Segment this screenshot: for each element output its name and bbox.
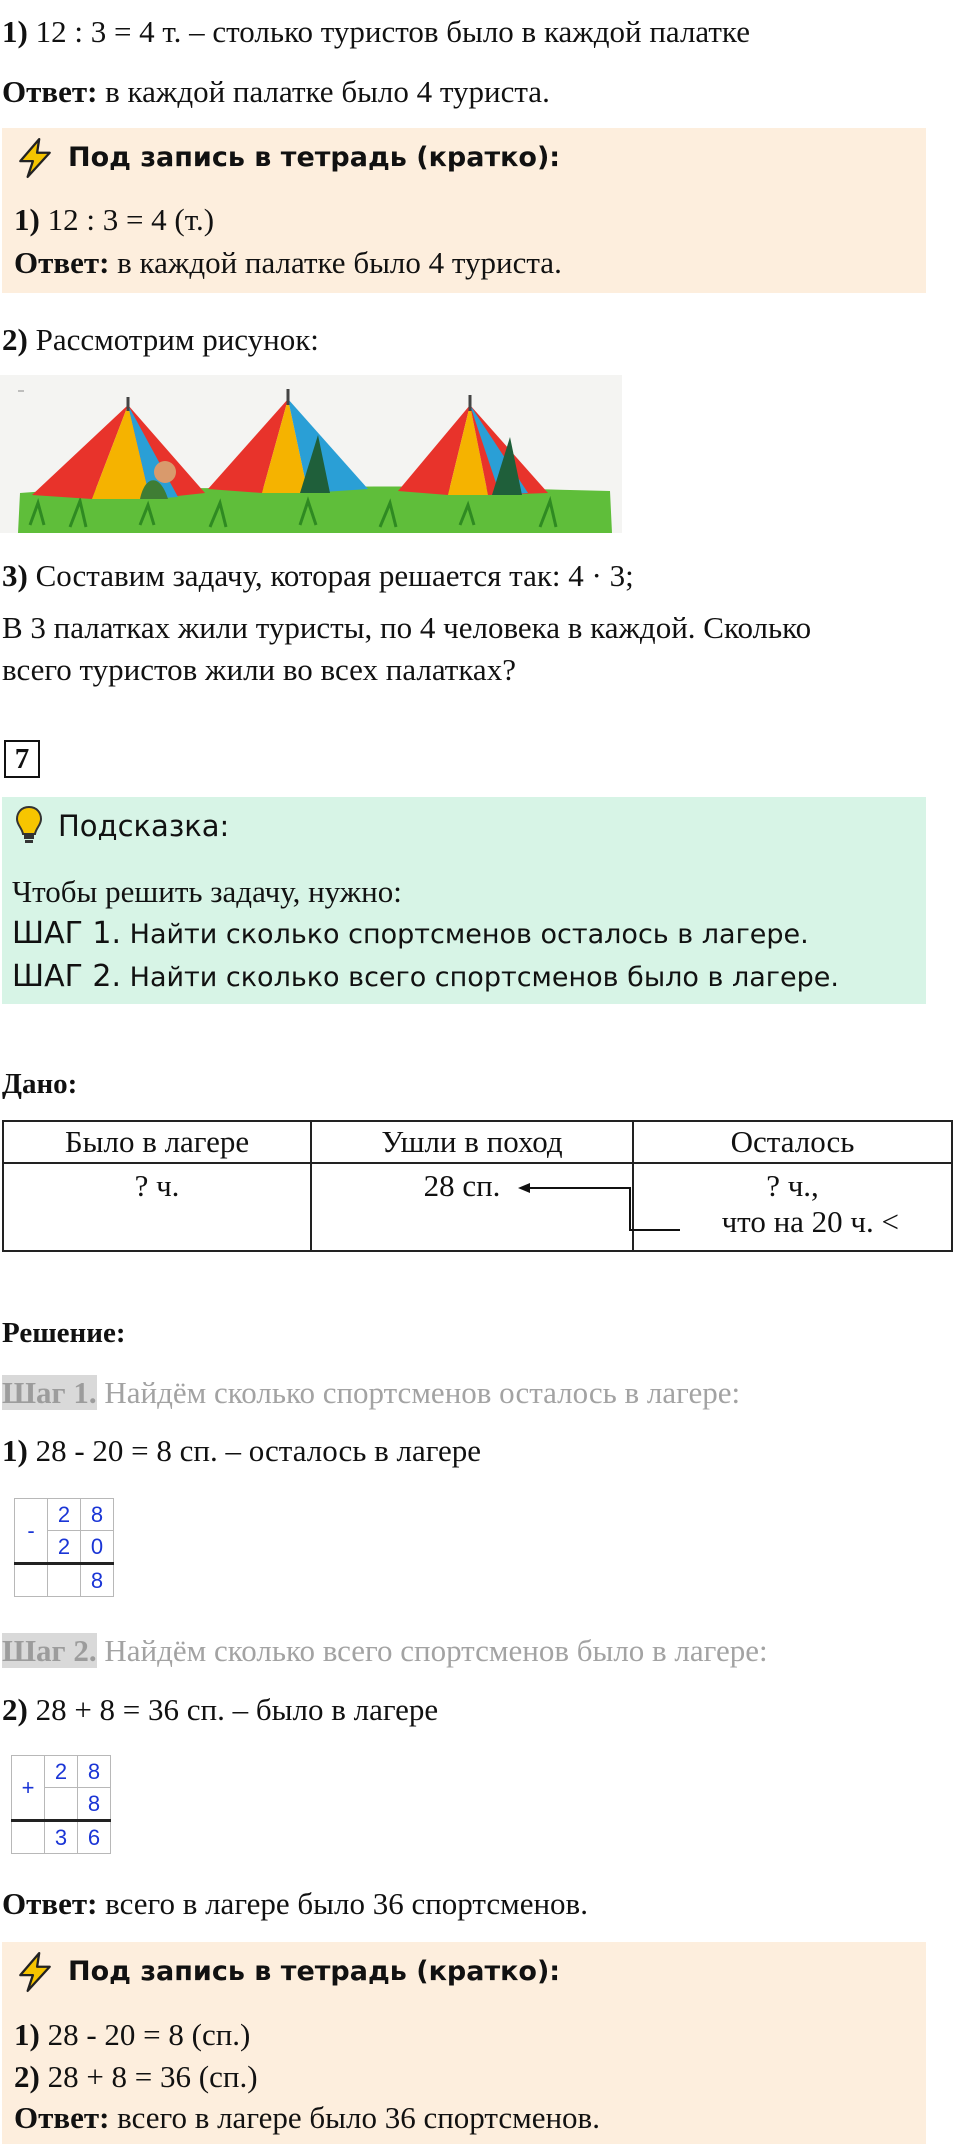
digit [48, 1564, 81, 1597]
hint-intro: Чтобы решить задачу, нужно: [12, 874, 402, 909]
hint-title: Подсказка: [58, 809, 230, 843]
given-cell-remaining: ? ч., что на 20 ч. < [633, 1163, 952, 1251]
given-label: Дано: [2, 1068, 78, 1100]
solution-label: Решение: [2, 1317, 126, 1349]
tents-illustration [0, 375, 622, 533]
digit [45, 1788, 78, 1821]
problem-text-line1: В 3 палатках жили туристы, по 4 человека в каждой. Сколько [2, 610, 812, 645]
digit [12, 1821, 45, 1854]
column-addition [11, 1755, 111, 1854]
task6-answer: Ответ: в каждой палатке было 4 туриста. [2, 74, 550, 109]
task6-step3: 3) Составим задачу, которая решается так: 4 · 3; [2, 558, 634, 593]
problem-text-line2: всего туристов жили во всех палатках? [2, 652, 516, 687]
given-header-left: Ушли в поход [311, 1121, 633, 1163]
given-header-remaining: Осталось [633, 1121, 952, 1163]
digit: 6 [78, 1821, 111, 1854]
notebook-line: 1) 12 : 3 = 4 (т.) [14, 202, 215, 237]
digit: 2 [45, 1756, 78, 1788]
digit: 8 [78, 1788, 111, 1821]
notebook-box-2 [2, 1942, 926, 2144]
hint-step-1: ШАГ 1. Найти сколько спортсменов осталось в лагере. [12, 916, 809, 951]
comparison-arrow [516, 1180, 686, 1240]
notebook-line: 1) 28 - 20 = 8 (сп.) [14, 2017, 251, 2052]
notebook-answer: Ответ: всего в лагере было 36 спортсменов. [14, 2100, 600, 2135]
notebook-line: 2) 28 + 8 = 36 (сп.) [14, 2059, 258, 2094]
task7-answer: Ответ: всего в лагере было 36 спортсменов. [2, 1886, 588, 1921]
digit: 8 [78, 1756, 111, 1788]
task-number: 7 [4, 740, 40, 778]
solution-step-1: Шаг 1. Найдём сколько спортсменов осталось в лагере: [2, 1375, 741, 1410]
digit: 2 [48, 1499, 81, 1531]
digit: 8 [81, 1564, 114, 1597]
given-header-before: Было в лагере [3, 1121, 311, 1163]
column-subtraction [14, 1498, 114, 1597]
notebook-box-title: Под запись в тетрадь (кратко): [68, 142, 561, 173]
digit [15, 1564, 48, 1597]
lightning-icon [14, 1951, 56, 1993]
minus-sign: - [15, 1499, 48, 1564]
solution-step-2: Шаг 2. Найдём сколько всего спортсменов было в лагере: [2, 1633, 768, 1668]
digit: 8 [81, 1499, 114, 1531]
digit: 0 [81, 1531, 114, 1564]
calc-line-1: 1) 28 - 20 = 8 сп. – осталось в лагере [2, 1433, 482, 1468]
given-cell-before: ? ч. [3, 1163, 311, 1251]
hint-step-2: ШАГ 2. Найти сколько всего спортсменов было в лагере. [12, 959, 839, 994]
notebook-box-title: Под запись в тетрадь (кратко): [68, 1956, 561, 1987]
lightning-icon [14, 137, 56, 179]
task6-step1: 1) 12 : 3 = 4 т. – столько туристов было в каждой палатке [2, 14, 750, 49]
notebook-box-1 [2, 128, 926, 293]
calc-line-2: 2) 28 + 8 = 36 сп. – было в лагере [2, 1692, 439, 1727]
given-table [2, 1120, 953, 1252]
hint-box [2, 797, 926, 1004]
given-cell-left: 28 сп. [311, 1163, 633, 1251]
plus-sign: + [12, 1756, 45, 1821]
digit: 3 [45, 1821, 78, 1854]
lightbulb-icon [14, 804, 44, 846]
task6-step2: 2) Рассмотрим рисунок: [2, 322, 319, 357]
digit: 2 [48, 1531, 81, 1564]
notebook-answer: Ответ: в каждой палатке было 4 туриста. [14, 245, 562, 280]
